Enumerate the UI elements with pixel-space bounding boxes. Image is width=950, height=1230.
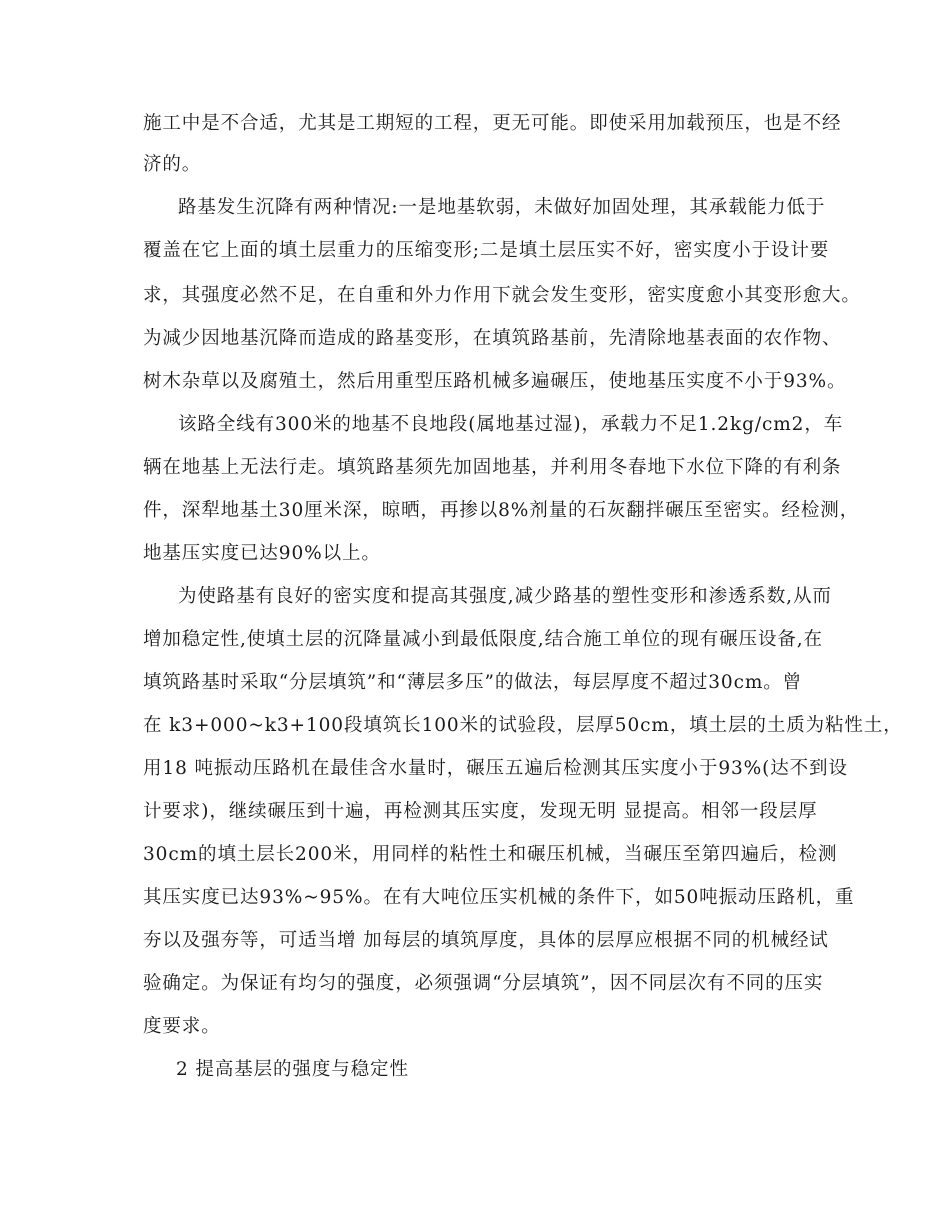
text-line: 树木杂草以及腐殖土，然后用重型压路机械多遍碾压，使地基压实度不小于93%。	[143, 371, 847, 392]
text-line: 辆在地基上无法行走。填筑路基须先加固地基，并利用冬春地下水位下降的有利条	[143, 457, 842, 478]
text-line: 地基压实度已达90%以上。	[143, 543, 381, 564]
text-line: 用18 吨振动压路机在最佳含水量时，碾压五遍后检测其压实度小于93%(达不到设	[143, 758, 848, 779]
text-line: 求，其强度必然不足，在自重和外力作用下就会发生变形，密实度愈小其变形愈大。	[143, 285, 861, 306]
text-line: 该路全线有300米的地基不良地段(属地基过湿)，承载力不足1.2kg/cm2，车	[178, 414, 844, 435]
text-line: 覆盖在它上面的填土层重力的压缩变形;二是填土层压实不好，密实度小于设计要	[143, 240, 830, 261]
text-line: 计要求)，继续碾压到十遍，再检测其压实度，发现无明 显提高。相邻一段层厚	[143, 801, 818, 822]
text-line: 为减少因地基沉降而造成的路基变形，在填筑路基前，先清除地基表面的农作物、	[143, 328, 842, 349]
text-line: 件，深犁地基土30厘米深，晾晒，再掺以8%剂量的石灰翻拌碾压至密实。经检测，	[143, 500, 860, 521]
text-line: 为使路基有良好的密实度和提高其强度,减少路基的塑性变形和渗透系数,从而	[178, 586, 832, 607]
text-line: 路基发生沉降有两种情况:一是地基软弱，未做好加固处理，其承载能力低于	[178, 197, 826, 218]
text-line: 验确定。为保证有均匀的强度，必须强调“分层填筑”，因不同层次有不同的压实	[143, 973, 824, 994]
text-line: 度要求。	[143, 1016, 221, 1037]
section-heading: 2 提高基层的强度与稳定性	[176, 1059, 409, 1080]
text-line: 30cm的填土层长200米，用同样的粘性土和碾压机械，当碾压至第四遍后，检测	[143, 844, 838, 865]
text-line: 施工中是不合适，尤其是工期短的工程，更无可能。即使采用加载预压，也是不经	[143, 113, 842, 134]
text-line: 填筑路基时采取“分层填筑”和“薄层多压”的做法，每层厚度不超过30cm。曾	[143, 672, 803, 693]
text-line: 增加稳定性,使填土层的沉降量减小到最低限度,结合施工单位的现有碾压设备,在	[143, 629, 823, 650]
text-line: 济的。	[143, 154, 202, 175]
text-line: 夯以及强夯等，可适当增 加每层的填筑厚度，具体的层厚应根据不同的机械经试	[143, 930, 829, 951]
text-line: 在 k3+000~k3+100段填筑长100米的试验段，层厚50cm，填土层的土质为粘性土，	[143, 715, 903, 736]
text-line: 其压实度已达93%~95%。在有大吨位压实机械的条件下，如50吨振动压路机，重	[143, 887, 855, 908]
